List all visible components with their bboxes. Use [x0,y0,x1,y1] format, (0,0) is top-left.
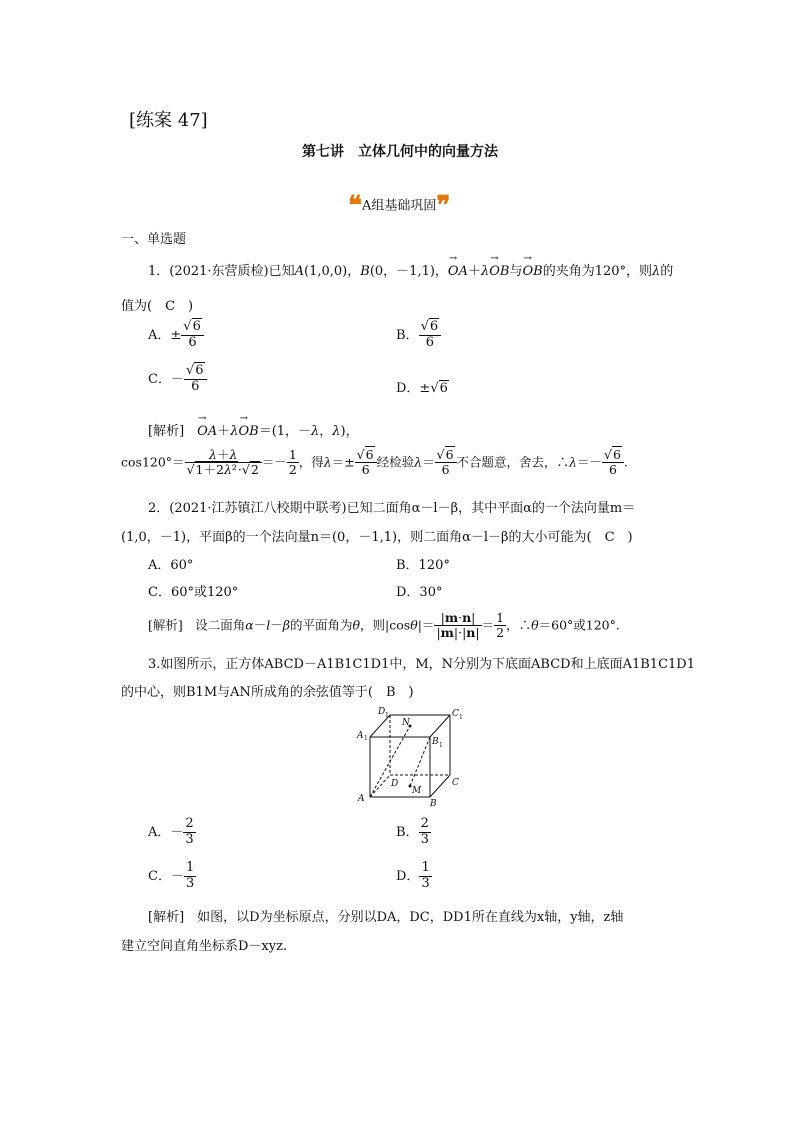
label-b1: B [432,737,439,747]
cube-figure [352,702,472,807]
q3-solution-line2: 建立空间直角坐标系D－xyz. [121,939,288,954]
label-d1: D [378,707,386,717]
q2-solution: [解析] 设二面角α－l－β的平面角为θ，则|cosθ|＝ $\frac{|m\cdot n|}{|m|\cdot|n|}$ ＝ $\frac{1}{2}$ ，∴θ＝60°或120°. [148,610,620,641]
page-title: 第七讲 立体几何中的向量方法 [302,144,498,160]
label-d: D [391,779,399,789]
sub-a1: 1 [364,735,368,742]
q2-stem-line1: 2．(2021·江苏镇江八校期中联考)已知二面角α－l－β，其中平面α的一个法向量m＝ [148,501,636,516]
segment-b1m [410,737,430,786]
q2-option-c[interactable]: C．60°或120° [148,585,239,600]
q2-option-b[interactable]: B．120° [396,558,450,573]
q1-solution-line2: cos120°＝ $\frac{\lambda+\lambda}{\text{√1＋2λ²·√2}}$ ＝－ $\frac{1}{2}$ ，得λ＝± $\frac{√6}{6}$ 经检验λ＝ $\frac{√6}{6}$ 不合题意，舍去，∴λ＝－ $\frac{√6}{6}$ . [121,447,628,478]
close-quote-icon: ❞ [436,191,451,221]
exercise-label: [练案 47] [129,110,208,131]
label-m: M [412,786,422,796]
q3-option-a[interactable]: A．－ $\frac{2}{3}$ [148,816,194,847]
label-a1: A [357,731,364,741]
q2-stem-line2: (1,0，－1)，平面β的一个法向量n＝(0，－1,1)，则二面角α－l－β的大小可能为( C ) [121,530,633,545]
q1-solution-line1: [解析] → OA＋λ→ OB＝(1，－λ，λ)， [148,420,359,439]
sub-c1: 1 [459,714,463,721]
sub-b1: 1 [439,742,443,749]
label-c1: C [452,709,459,719]
q3-option-c[interactable]: C．－ $\frac{1}{3}$ [148,860,195,891]
q3-option-d[interactable]: D． $\frac{1}{3}$ [396,860,430,891]
q1-stem-line1: 1．(2021·东营质检)已知A(1,0,0)，B(0，－1,1)，→ OA＋λ→ OB与→ OB的夹角为120°，则λ的 [148,260,673,279]
q2-option-a[interactable]: A．60° [148,558,194,573]
q1-option-d[interactable]: D．±√6 [396,381,448,396]
edge-bc [430,775,450,797]
open-quote-icon: ❝ [348,191,362,221]
q1-option-b[interactable]: B． $\frac{√6}{6}$ [396,320,441,351]
q1-option-a[interactable]: A．± $\frac{√6}{6}$ [148,320,204,351]
q3-stem-line2: 的中心，则B1M与AN所成角的余弦值等于( B ) [121,685,414,700]
label-b: B [430,799,437,807]
q1-option-c[interactable]: C．－ $\frac{√6}{6}$ [148,364,207,395]
sub-d1: 1 [385,712,389,719]
edge-b1c1 [430,715,450,737]
q2-option-d[interactable]: D．30° [396,585,443,600]
label-n: N [402,718,410,728]
q3-stem-line1: 3.如图所示，正方体ABCD－A1B1C1D1中，M，N分别为下底面ABCD和上底面A1B1C1D1 [148,657,695,672]
q1-stem-line2: 值为( C ) [121,299,194,314]
group-heading [348,193,450,219]
q3-option-b[interactable]: B． $\frac{2}{3}$ [396,816,429,847]
section-heading: 一、单选题 [121,232,187,247]
group-label: A组基础巩固 [362,198,437,214]
label-c: C [452,778,459,788]
label-a: A [358,794,365,804]
q3-solution-line1: [解析] 如图，以D为坐标原点，分别以DA，DC，DD1所在直线为x轴，y轴，z轴 [148,910,624,925]
